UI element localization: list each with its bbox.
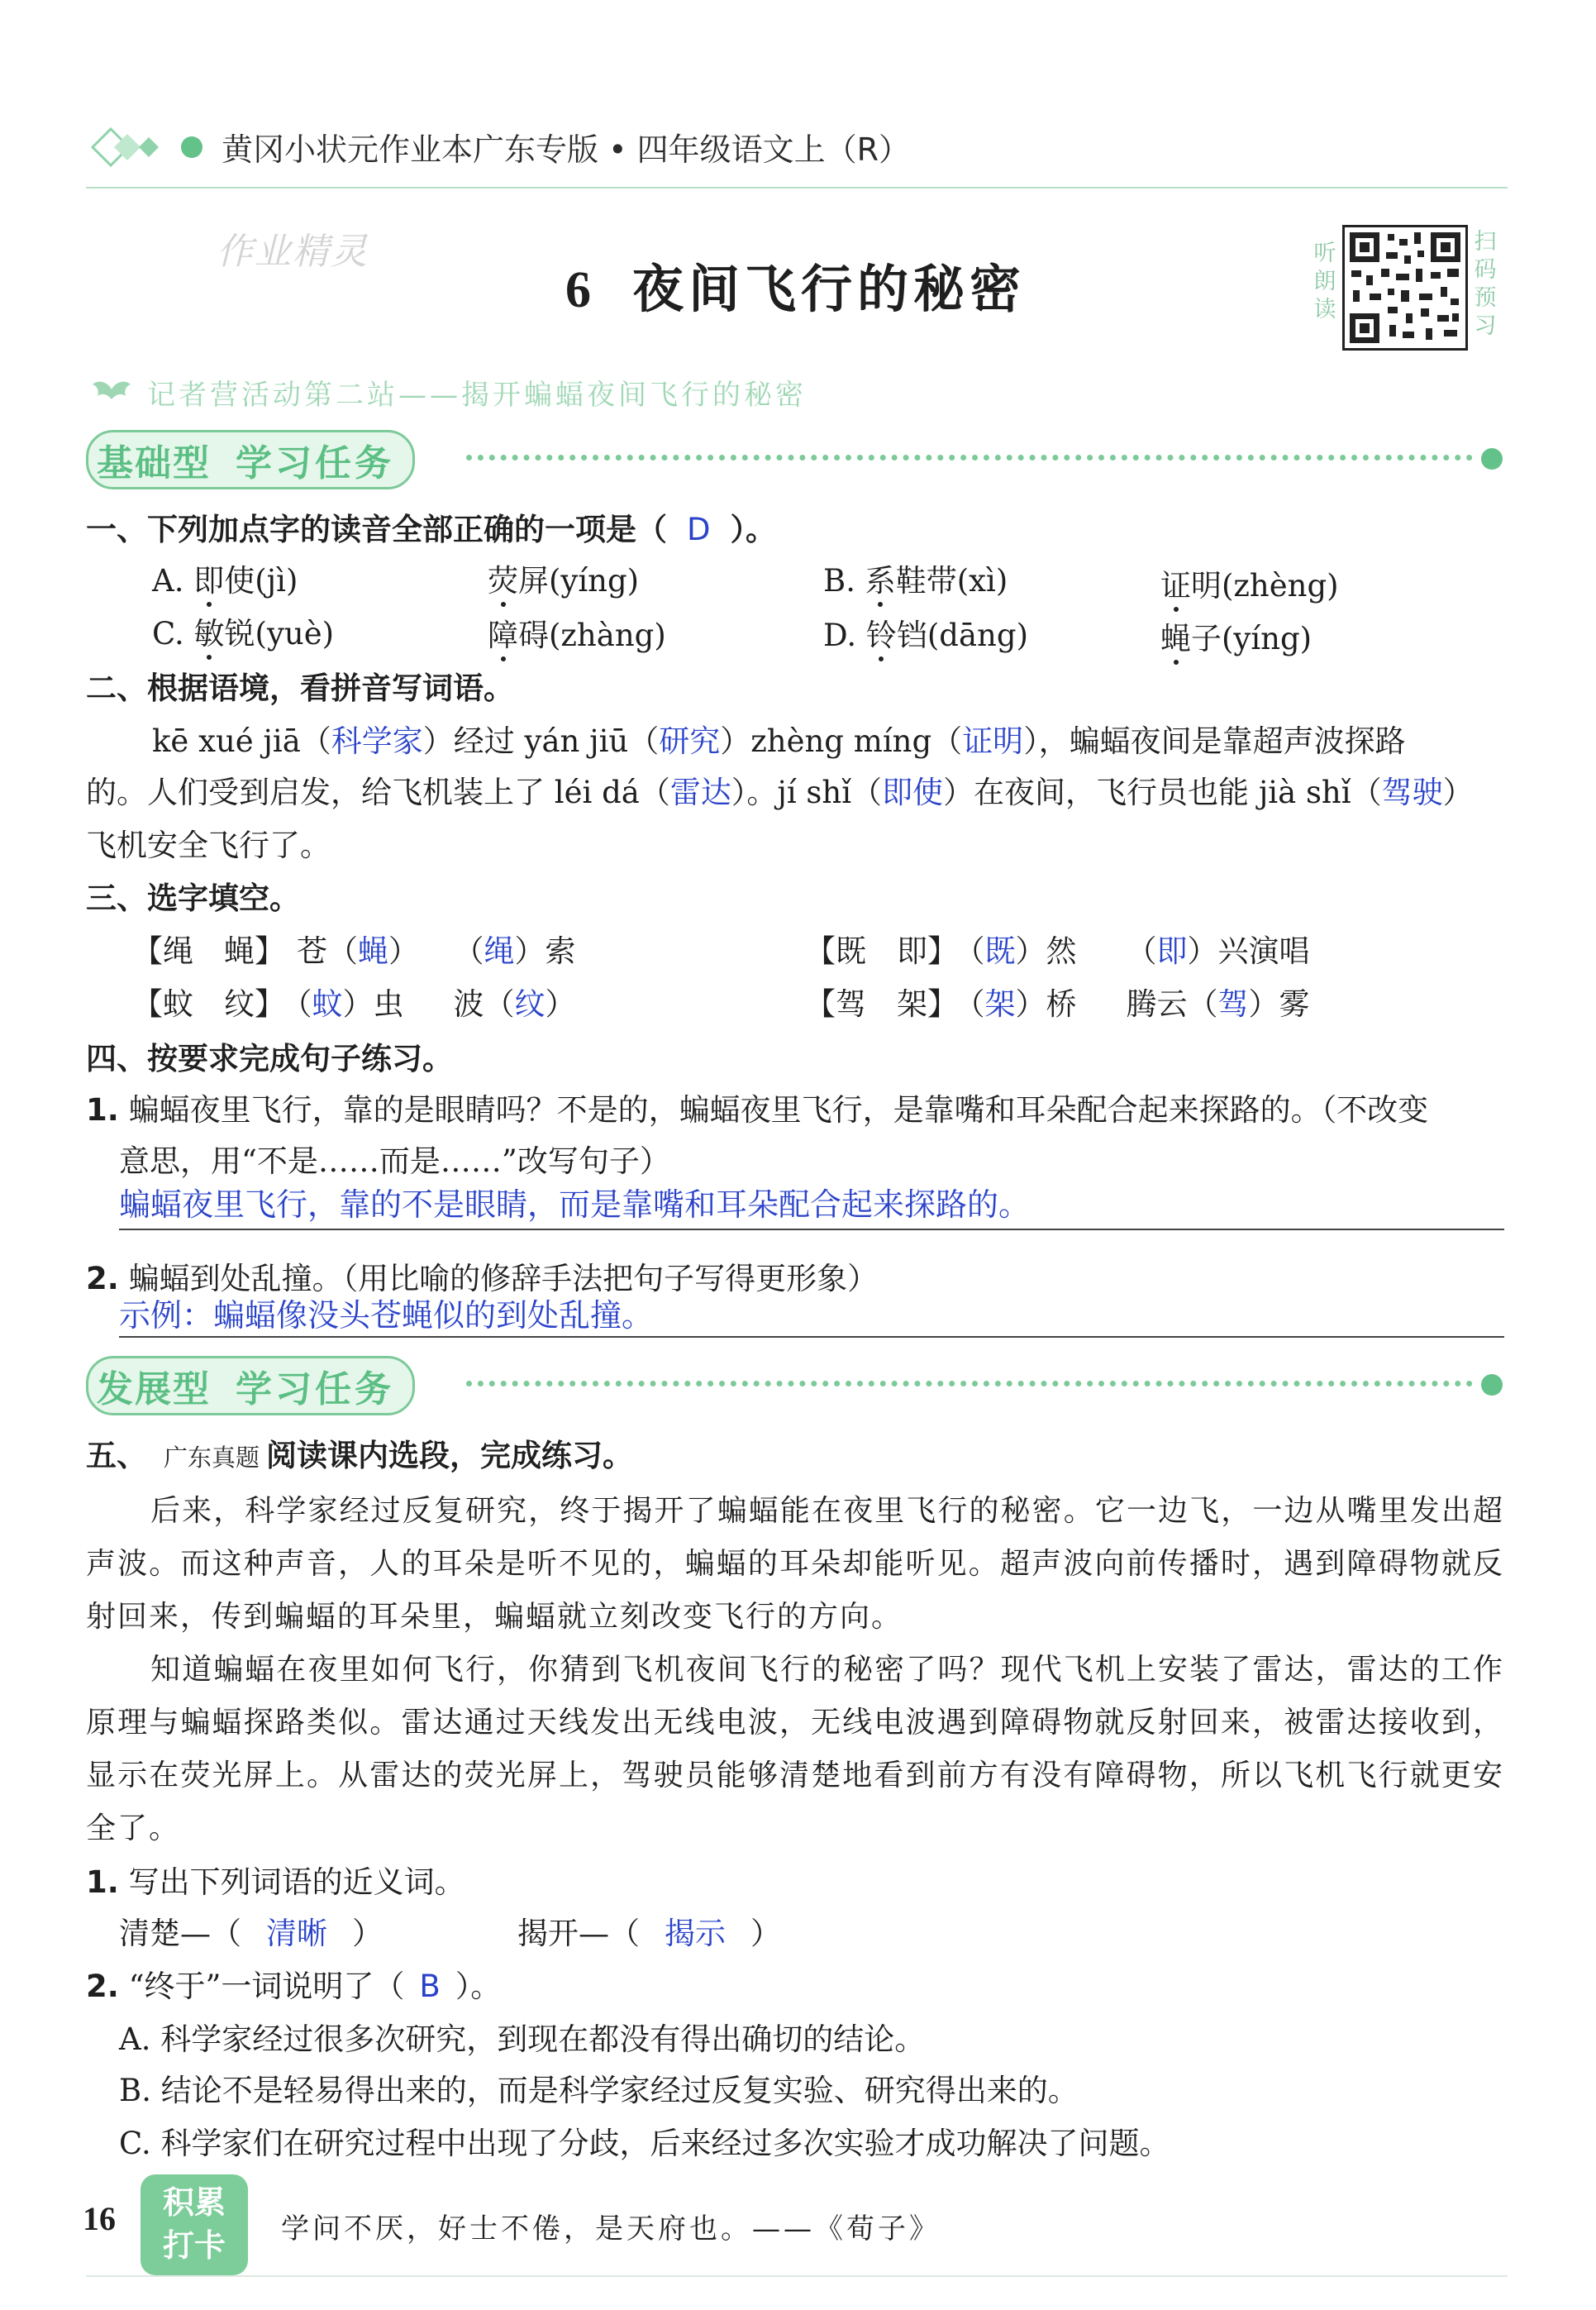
question-1: 一、下列加点字的读音全部正确的一项是（ D ）。 bbox=[86, 512, 776, 547]
q4-sentence-1: 1. 蝙蝠夜里飞行，靠的是眼睛吗？不是的，蝙蝠夜里飞行，是靠嘴和耳朵配合起来探路的。（不改变 bbox=[86, 1092, 1429, 1128]
answer-jieshi: 揭示 bbox=[665, 1916, 726, 1951]
question-2: 二、根据语境，看拼音写词语。 bbox=[86, 671, 514, 706]
answer-underline bbox=[119, 1336, 1504, 1338]
lesson-name: 夜间飞行的秘密 bbox=[632, 259, 1027, 319]
q1-option-c: C. 敏锐(yuè) bbox=[152, 616, 335, 651]
station-text: 记者营活动第二站——揭开蝙蝠夜间飞行的秘密 bbox=[147, 379, 807, 412]
watermark-stamp: 作业精灵 bbox=[217, 231, 369, 273]
header-diamond-icon bbox=[86, 122, 210, 175]
answer-zhengming: 证明 bbox=[962, 723, 1024, 759]
qr-code-icon[interactable] bbox=[1342, 225, 1468, 351]
answer-yanjiu: 研究 bbox=[659, 723, 721, 759]
page-number: 16 bbox=[83, 2200, 116, 2237]
section-type: 发展型 bbox=[97, 1368, 211, 1410]
footer-quote: 学问不厌，好士不倦，是天府也。——《荀子》 bbox=[281, 2212, 941, 2246]
q1-option-d: D. 铃铛(dāng) bbox=[823, 618, 1029, 653]
section-dotted-line bbox=[466, 455, 1473, 467]
header-divider bbox=[86, 187, 1508, 189]
answer-q5-2: B bbox=[419, 1969, 441, 2004]
section-task: 学习任务 bbox=[236, 442, 394, 484]
lesson-number: 6 bbox=[565, 262, 596, 318]
section-dot-icon bbox=[1481, 1374, 1503, 1396]
q2-line-1: kē xué jiā（科学家）经过 yán jiū（研究）zhèng míng（证明），蝙蝠夜间是靠超声波探路 bbox=[152, 723, 1406, 759]
q3-group-4: 【驾 架】 （架）桥 腾云（驾）雾 bbox=[805, 986, 1310, 1022]
answer-q1: D bbox=[687, 512, 711, 547]
q4-sentence-2: 2. 蝙蝠到处乱撞。（用比喻的修辞手法把句子写得更形象） bbox=[86, 1261, 879, 1296]
q3-group-3: 【蚊 纹】 （蚊）虫 波（纹） bbox=[132, 986, 576, 1022]
answer-underline bbox=[119, 1229, 1504, 1230]
section-task: 学习任务 bbox=[236, 1368, 394, 1410]
q5-synonym-1: 清楚—（ 清晰 ） bbox=[119, 1916, 383, 1951]
section-pill bbox=[86, 430, 415, 489]
q1-option-a: A. 即使(jì) bbox=[152, 563, 298, 599]
answer-jishi: 即使 bbox=[882, 775, 944, 810]
q2-line-3: 飞机安全飞行了。 bbox=[86, 828, 331, 863]
q5-synonym-2: 揭开—（ 揭示 ） bbox=[517, 1916, 781, 1951]
answer-q4-1: 蝙蝠夜里飞行，靠的不是眼睛，而是靠嘴和耳朵配合起来探路的。 bbox=[119, 1186, 1031, 1223]
section-pill bbox=[86, 1356, 415, 1415]
q3-group-2: 【既 即】 （既）然 （即）兴演唱 bbox=[805, 933, 1310, 969]
station-subtitle bbox=[91, 372, 807, 413]
bat-icon bbox=[91, 376, 132, 409]
q5-option-a: A. 科学家经过很多次研究，到现在都没有得出确切的结论。 bbox=[119, 2021, 926, 2057]
header-book-title: 黄冈小状元作业本广东专版 • 四年级语文上（R） bbox=[222, 131, 910, 168]
q2-line-2: 的。人们受到启发，给飞机装上了 léi dá（雷达）。jí shǐ（即使）在夜间，飞行员也能 jià shǐ（驾驶） bbox=[86, 775, 1474, 810]
q1-option-d-word2: 蝇子(yíng) bbox=[1160, 621, 1313, 656]
section-banner-basic bbox=[86, 430, 1516, 488]
q4-sentence-1-cont: 意思，用“不是……而是……”改写句子） bbox=[119, 1143, 670, 1179]
answer-kexuejia: 科学家 bbox=[331, 723, 423, 759]
q1-option-b-word2: 证明(zhèng) bbox=[1160, 568, 1339, 604]
q1-option-a-word2: 荧屏(yíng) bbox=[488, 563, 640, 599]
q1-option-c-word2: 障碍(zhàng) bbox=[488, 618, 666, 653]
answer-leida: 雷达 bbox=[669, 775, 731, 810]
accumulate-badge: 积累 打卡 bbox=[141, 2174, 248, 2275]
q5-sub-1: 1. 写出下列词语的近义词。 bbox=[86, 1864, 465, 1900]
q1-option-b: B. 系鞋带(xì) bbox=[823, 563, 1008, 599]
answer-jiashi: 驾驶 bbox=[1381, 775, 1443, 810]
reading-paragraph-2: 知道蝙蝠在夜里如何飞行，你猜到飞机夜间飞行的秘密了吗？现代飞机上安装了雷达，雷达的工作原理与蝙蝠探路类似。雷达通过天线发出无线电波，无线电波遇到障碍物就反射回来，被雷达接收到，显示在荧光屏上。从雷达的荧光屏上，驾驶员能够清楚地看到前方有没有障碍物，所以飞机飞行就更安全了。 bbox=[86, 1653, 1504, 1845]
q5-option-b: B. 结论不是轻易得出来的，而是科学家经过反复实验、研究得出来的。 bbox=[119, 2073, 1079, 2108]
lesson-title bbox=[565, 248, 1026, 322]
qr-right-label: 扫码预习 bbox=[1474, 229, 1497, 339]
footer-divider bbox=[86, 2275, 1508, 2277]
answer-q4-2: 示例：蝙蝠像没头苍蝇似的到处乱撞。 bbox=[119, 1297, 654, 1334]
question-3: 三、选字填空。 bbox=[86, 881, 300, 916]
section-dot-icon bbox=[1481, 448, 1503, 470]
answer-qingxi: 清晰 bbox=[266, 1916, 327, 1951]
question-5: 五、 广东真题 阅读课内选段，完成练习。 bbox=[86, 1438, 634, 1473]
q5-sub-2: 2. “终于”一词说明了（ B ）。 bbox=[86, 1969, 502, 2004]
qr-left-label: 听朗读 bbox=[1313, 241, 1336, 322]
reading-paragraph-1: 后来，科学家经过反复研究，终于揭开了蝙蝠能在夜里飞行的秘密。它一边飞，一边从嘴里发出超声波。而这种声音，人的耳朵是听不见的，蝙蝠的耳朵却能听见。超声波向前传播时，遇到障碍物就反射回来，传到蝙蝠的耳朵里，蝙蝠就立刻改变飞行的方向。 bbox=[86, 1494, 1504, 1634]
gd-real-exam-tag: 广东真题 bbox=[164, 1444, 260, 1472]
section-type: 基础型 bbox=[97, 442, 211, 484]
section-banner-development bbox=[86, 1356, 1516, 1414]
section-dotted-line bbox=[466, 1381, 1473, 1393]
q3-group-1: 【绳 蝇】 苍（蝇） （绳）索 bbox=[132, 933, 576, 969]
q5-option-c: C. 科学家们在研究过程中出现了分歧，后来经过多次实验才成功解决了问题。 bbox=[119, 2126, 1170, 2161]
question-4: 四、按要求完成句子练习。 bbox=[86, 1041, 453, 1076]
